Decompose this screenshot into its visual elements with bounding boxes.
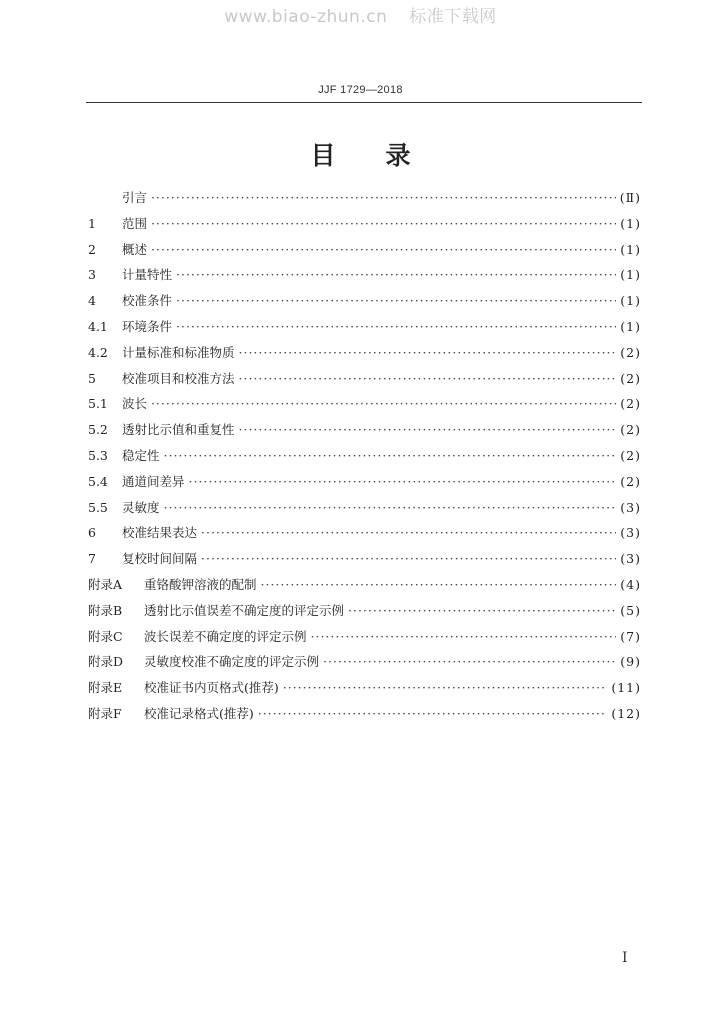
toc-entry[interactable] xyxy=(88,265,641,291)
toc-entry-label: 校准结果表达 xyxy=(122,525,198,541)
toc-entry-number: 附录E xyxy=(88,680,123,696)
toc-entry[interactable] xyxy=(88,549,641,575)
toc-entry-number: 5.3 xyxy=(88,447,108,463)
toc-leader-dots xyxy=(151,216,616,231)
toc-entry-number: 4 xyxy=(88,293,96,309)
toc-entry[interactable] xyxy=(88,343,641,369)
toc-leader-dots xyxy=(189,474,617,489)
toc-entry-page: (2) xyxy=(620,422,641,438)
toc-entry-page: (1) xyxy=(620,318,641,334)
toc-leader-dots xyxy=(201,551,616,566)
table-of-contents xyxy=(88,188,641,730)
toc-entry[interactable] xyxy=(88,369,641,395)
toc-entry-label: 环境条件 xyxy=(122,318,173,334)
toc-entry-label: 透射比示值误差不确定度的评定示例 xyxy=(144,602,345,618)
toc-entry-page: (2) xyxy=(620,473,641,489)
toc-leader-dots xyxy=(348,603,616,618)
toc-entry-number: 5.1 xyxy=(88,396,108,412)
toc-entry-label: 通道间差异 xyxy=(122,473,185,489)
toc-leader-dots xyxy=(151,242,616,257)
toc-entry[interactable] xyxy=(88,678,641,704)
toc-entry[interactable] xyxy=(88,472,641,498)
toc-entry-label: 范围 xyxy=(122,215,148,231)
toc-entry[interactable] xyxy=(88,704,641,730)
toc-entry[interactable] xyxy=(88,575,641,601)
header-rule xyxy=(86,102,642,103)
toc-leader-dots xyxy=(164,448,617,463)
toc-entry[interactable] xyxy=(88,420,641,446)
toc-entry-number: 7 xyxy=(88,551,96,567)
toc-entry-number: 附录C xyxy=(88,628,123,644)
title-char-2: 录 xyxy=(385,141,411,170)
toc-entry-number: 附录D xyxy=(88,654,124,670)
toc-entry[interactable] xyxy=(88,291,641,317)
toc-entry[interactable] xyxy=(88,498,641,524)
toc-leader-dots xyxy=(201,525,616,540)
toc-entry-page: (11) xyxy=(611,680,641,696)
toc-entry-page: (1) xyxy=(620,293,641,309)
toc-entry-page: (5) xyxy=(620,602,641,618)
toc-entry-number: 4.1 xyxy=(88,318,108,334)
page-number: I xyxy=(622,950,628,966)
toc-entry-label: 波长 xyxy=(122,396,148,412)
toc-entry-number: 5.5 xyxy=(88,499,108,515)
toc-leader-dots xyxy=(164,500,617,515)
page-title xyxy=(0,136,721,172)
toc-entry-page: (7) xyxy=(620,628,641,644)
toc-leader-dots xyxy=(176,319,616,334)
toc-entry-label: 重铬酸钾溶液的配制 xyxy=(144,576,257,592)
toc-entry-label: 校准证书内页格式(推荐) xyxy=(144,680,279,696)
toc-entry-label: 灵敏度校准不确定度的评定示例 xyxy=(144,654,320,670)
toc-entry[interactable] xyxy=(88,214,641,240)
toc-leader-dots xyxy=(151,190,616,205)
toc-entry-page: (3) xyxy=(620,499,641,515)
toc-leader-dots xyxy=(151,396,616,411)
toc-entry-page: (3) xyxy=(620,525,641,541)
toc-entry-page: (2) xyxy=(620,370,641,386)
toc-entry-label: 透射比示值和重复性 xyxy=(122,422,235,438)
toc-entry-page: (3) xyxy=(620,551,641,567)
toc-entry-number: 附录F xyxy=(88,705,122,721)
toc-entry-page: (Ⅱ) xyxy=(619,190,641,205)
toc-entry-page: (9) xyxy=(620,654,641,670)
toc-entry[interactable] xyxy=(88,627,641,653)
toc-entry[interactable] xyxy=(88,446,641,472)
toc-entry-label: 计量特性 xyxy=(122,267,173,283)
toc-entry-page: (1) xyxy=(620,267,641,283)
toc-entry[interactable] xyxy=(88,188,641,214)
toc-entry-label: 校准条件 xyxy=(122,293,173,309)
toc-entry[interactable] xyxy=(88,240,641,266)
toc-entry-page: (2) xyxy=(620,396,641,412)
toc-entry-page: (2) xyxy=(620,447,641,463)
watermark xyxy=(0,2,721,27)
watermark-url: www.biao-zhun.cn xyxy=(224,7,388,27)
toc-leader-dots xyxy=(239,345,617,360)
toc-entry-number: 6 xyxy=(88,525,96,541)
toc-entry-label: 稳定性 xyxy=(122,447,160,463)
toc-entry-label: 计量标准和标准物质 xyxy=(122,344,235,360)
toc-entry[interactable] xyxy=(88,652,641,678)
toc-leader-dots xyxy=(176,293,616,308)
toc-leader-dots xyxy=(176,267,616,282)
title-char-1: 目 xyxy=(310,141,336,170)
toc-entry-number: 3 xyxy=(88,267,96,283)
toc-entry-page: (1) xyxy=(620,215,641,231)
toc-entry[interactable] xyxy=(88,601,641,627)
standard-code: JJF 1729—2018 xyxy=(318,84,403,96)
toc-entry-label: 校准记录格式(推荐) xyxy=(144,705,254,721)
toc-entry-label: 波长误差不确定度的评定示例 xyxy=(144,628,307,644)
toc-entry-label: 引言 xyxy=(122,190,148,205)
toc-entry-number: 5.4 xyxy=(88,473,108,489)
toc-entry-number: 5.2 xyxy=(88,422,108,438)
toc-entry-page: (1) xyxy=(620,241,641,257)
toc-leader-dots xyxy=(323,654,616,669)
toc-entry[interactable] xyxy=(88,523,641,549)
toc-entry-number: 附录B xyxy=(88,602,123,618)
toc-entry-number: 1 xyxy=(88,215,96,231)
toc-entry-page: (2) xyxy=(620,344,641,360)
toc-entry-number: 2 xyxy=(88,241,96,257)
toc-leader-dots xyxy=(283,680,608,695)
toc-entry-page: (12) xyxy=(611,705,641,721)
toc-entry-label: 概述 xyxy=(122,241,148,257)
toc-entry[interactable] xyxy=(88,317,641,343)
toc-entry-number: 附录A xyxy=(88,576,123,592)
toc-entry-label: 复校时间间隔 xyxy=(122,551,198,567)
toc-entry-label: 校准项目和校准方法 xyxy=(122,370,235,386)
watermark-site: 标准下载网 xyxy=(409,7,497,27)
toc-leader-dots xyxy=(311,629,617,644)
toc-entry[interactable] xyxy=(88,394,641,420)
toc-entry-label: 灵敏度 xyxy=(122,499,160,515)
toc-leader-dots xyxy=(261,577,617,592)
toc-entry-page: (4) xyxy=(620,576,641,592)
toc-leader-dots xyxy=(258,706,608,721)
toc-entry-number: 5 xyxy=(88,370,96,386)
toc-leader-dots xyxy=(239,422,617,437)
toc-entry-number: 4.2 xyxy=(88,344,108,360)
toc-leader-dots xyxy=(239,371,617,386)
